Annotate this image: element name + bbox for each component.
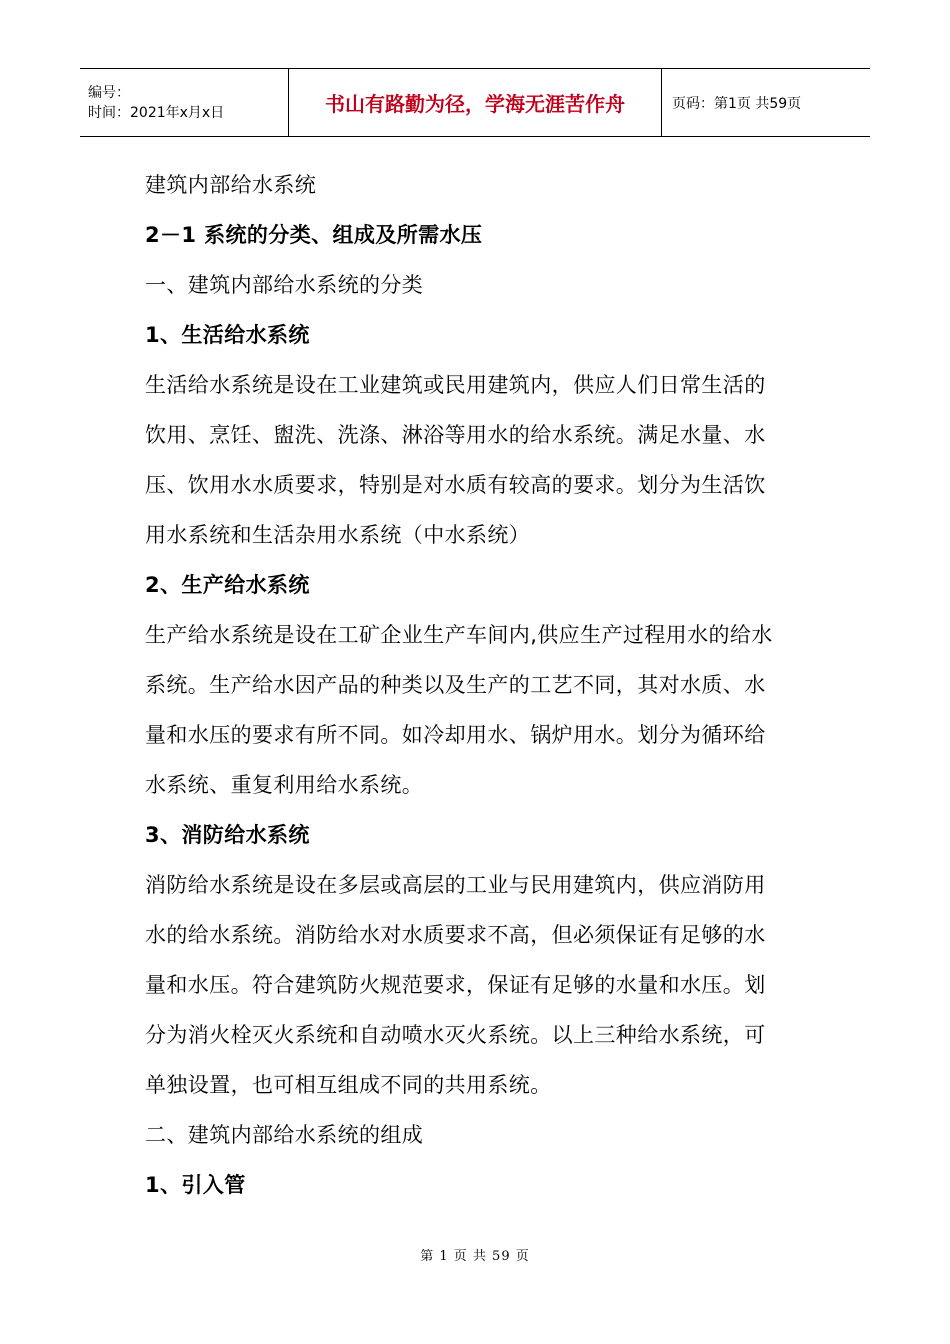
text-line: 分为消火栓灭火系统和自动喷水灭火系统。以上三种给水系统，可	[145, 1023, 766, 1047]
text-line: 一、建筑内部给水系统的分类	[145, 273, 424, 297]
header-motto	[289, 69, 662, 136]
footer-page-number: 第 1 页 共 59 页	[420, 1249, 530, 1264]
document-body	[145, 160, 825, 1210]
section-heading: 1、引入管	[145, 1173, 246, 1197]
section-heading: 2－1 系统的分类、组成及所需水压	[145, 223, 483, 247]
text-line: 二、建筑内部给水系统的组成	[145, 1123, 424, 1147]
page-footer	[0, 1245, 950, 1264]
header-meta	[80, 69, 289, 136]
text-line: 压、饮用水水质要求，特别是对水质有较高的要求。划分为生活饮	[145, 473, 766, 497]
text-line: 消防给水系统是设在多层或高层的工业与民用建筑内，供应消防用	[145, 873, 766, 897]
document-date: 时间：2021年x月x日	[88, 104, 225, 121]
header-page-info	[662, 69, 870, 136]
text-line: 饮用、烹饪、盥洗、洗涤、淋浴等用水的给水系统。满足水量、水	[145, 423, 766, 447]
text-line: 生产给水系统是设在工矿企业生产车间内,供应生产过程用水的给水	[145, 623, 773, 647]
document-number-label: 编号：	[88, 84, 130, 101]
text-line: 量和水压的要求有所不同。如冷却用水、锅炉用水。划分为循环给	[145, 723, 766, 747]
motto-text: 书山有路勤为径，学海无涯苦作舟	[325, 92, 625, 116]
text-line: 单独设置，也可相互组成不同的共用系统。	[145, 1073, 552, 1097]
section-heading: 2、生产给水系统	[145, 573, 310, 597]
text-line: 系统。生产给水因产品的种类以及生产的工艺不同，其对水质、水	[145, 673, 766, 697]
text-line: 水系统、重复利用给水系统。	[145, 773, 424, 797]
text-line: 水的给水系统。消防给水对水质要求不高，但必须保证有足够的水	[145, 923, 766, 947]
text-line: 用水系统和生活杂用水系统（中水系统）	[145, 523, 531, 547]
page-header	[80, 68, 870, 137]
section-heading: 3、消防给水系统	[145, 823, 310, 847]
section-heading: 1、生活给水系统	[145, 323, 310, 347]
text-line: 生活给水系统是设在工业建筑或民用建筑内，供应人们日常生活的	[145, 373, 766, 397]
page-counter: 页码：第1页 共59页	[672, 95, 802, 112]
text-line: 量和水压。符合建筑防火规范要求，保证有足够的水量和水压。划	[145, 973, 766, 997]
text-line: 建筑内部给水系统	[145, 173, 317, 197]
